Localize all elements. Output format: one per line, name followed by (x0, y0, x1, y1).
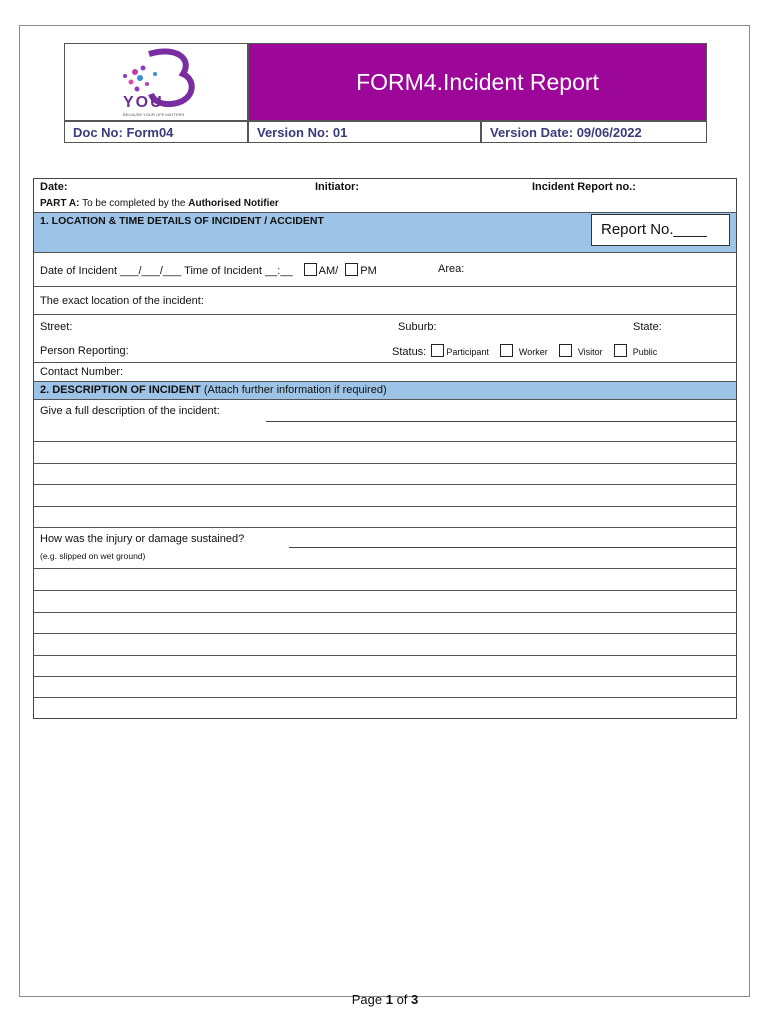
status-row (392, 344, 657, 358)
injury-line[interactable] (33, 655, 737, 656)
report-no-box[interactable]: Report No.____ (591, 214, 730, 246)
divider (33, 399, 737, 400)
area-label[interactable]: Area: (438, 263, 465, 275)
participant-checkbox[interactable] (431, 344, 444, 357)
pm-checkbox[interactable] (345, 263, 358, 276)
divider (33, 381, 737, 382)
divider (33, 286, 737, 287)
injury-example: (e.g. slipped on wet ground) (40, 551, 146, 561)
divider (33, 212, 737, 213)
part-a-label: PART A: (40, 198, 80, 209)
am-checkbox[interactable] (304, 263, 317, 276)
description-line[interactable] (33, 441, 737, 442)
page-of: of (396, 992, 408, 1007)
doc-no: Doc No: Form04 (64, 121, 248, 143)
initiator-label: Initiator: (315, 181, 359, 193)
incident-report-no-label: Incident Report no.: (532, 181, 636, 193)
form-title: FORM4.Incident Report (248, 43, 707, 121)
street-label[interactable]: Street: (40, 321, 73, 333)
date-of-incident-label[interactable]: Date of Incident ___/___/___ Time of Incident __:__ (40, 265, 293, 277)
version-date: Version Date: 09/06/2022 (481, 121, 707, 143)
divider (33, 362, 737, 363)
injury-label: How was the injury or damage sustained? (40, 533, 245, 545)
injury-line[interactable] (33, 590, 737, 591)
injury-underline[interactable] (289, 547, 736, 548)
description-line[interactable] (33, 463, 737, 464)
suburb-label[interactable]: Suburb: (398, 321, 437, 333)
part-a-line (40, 198, 279, 209)
section2-title-row (40, 384, 387, 396)
part-a-role: Authorised Notifier (188, 198, 279, 209)
section2-title: 2. DESCRIPTION OF INCIDENT (40, 384, 201, 396)
description-line[interactable] (33, 506, 737, 507)
full-description-label: Give a full description of the incident: (40, 405, 220, 417)
status-option-worker: Worker (518, 347, 548, 357)
state-label[interactable]: State: (633, 321, 662, 333)
injury-line[interactable] (33, 612, 737, 613)
page-number (0, 992, 770, 1007)
description-line[interactable] (33, 484, 737, 485)
injury-line[interactable] (33, 633, 737, 634)
divider (33, 252, 737, 253)
am-label: AM/ (318, 265, 339, 277)
visitor-checkbox[interactable] (559, 344, 572, 357)
description-line[interactable] (33, 527, 737, 528)
part-a-text: To be completed by the (82, 198, 186, 209)
status-option-participant: Participant (446, 347, 489, 357)
injury-line[interactable] (33, 697, 737, 698)
logo-text: YOU (123, 94, 164, 111)
date-label: Date: (40, 181, 68, 193)
person-reporting-label[interactable]: Person Reporting: (40, 345, 129, 357)
pm-label: PM (360, 265, 377, 277)
page-prefix: Page (351, 992, 383, 1007)
logo-tagline: BECAUSE YOUR LIFE MATTERS (123, 112, 185, 117)
section1-title: 1. LOCATION & TIME DETAILS OF INCIDENT / ACCIDENT (40, 215, 324, 227)
description-underline[interactable] (266, 421, 736, 422)
status-label: Status: (392, 346, 427, 358)
date-of-incident-row (40, 263, 377, 277)
logo-cell (64, 43, 248, 121)
page-total: 3 (411, 992, 419, 1007)
status-option-visitor: Visitor (577, 347, 603, 357)
injury-line[interactable] (33, 676, 737, 677)
incident-form (33, 178, 737, 719)
exact-location-label[interactable]: The exact location of the incident: (40, 295, 204, 307)
section2-note: (Attach further information if required) (203, 384, 387, 396)
worker-checkbox[interactable] (500, 344, 513, 357)
page-current: 1 (385, 992, 393, 1007)
public-checkbox[interactable] (614, 344, 627, 357)
status-option-public: Public (632, 347, 658, 357)
divider (33, 314, 737, 315)
version-no: Version No: 01 (248, 121, 481, 143)
injury-line[interactable] (33, 568, 737, 569)
contact-number-label[interactable]: Contact Number: (40, 366, 124, 378)
